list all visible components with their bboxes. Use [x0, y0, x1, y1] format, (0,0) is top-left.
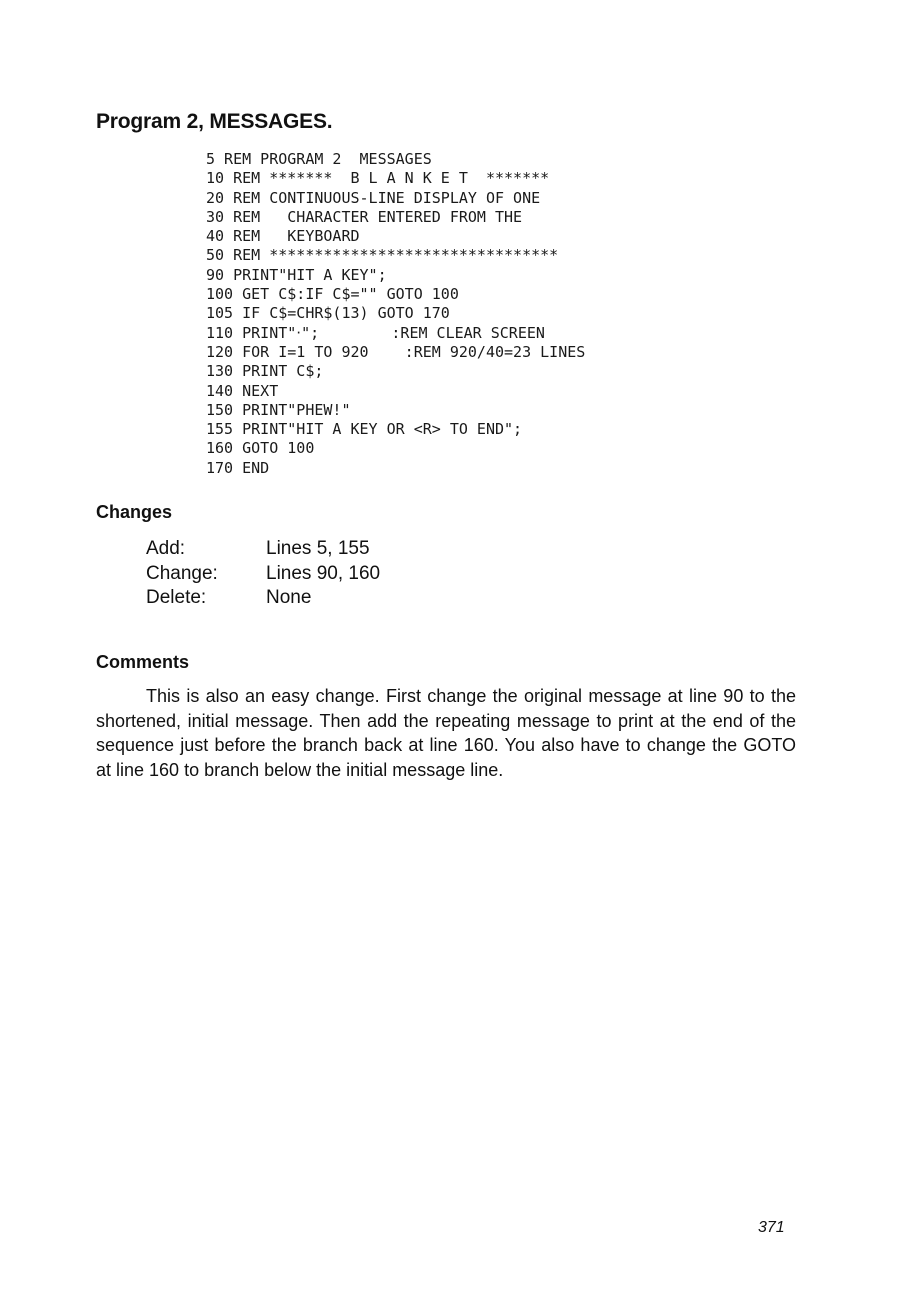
change-value: None: [266, 587, 312, 608]
comments-heading: Comments: [96, 652, 190, 672]
code-line: 90 PRINT"HIT A KEY";: [206, 265, 387, 284]
code-line: 155 PRINT"HIT A KEY OR <R> TO END";: [206, 420, 523, 439]
changes-heading: Changes: [96, 502, 173, 522]
code-line: 110 PRINT"‧"; :REM CLEAR SCREEN: [206, 323, 545, 342]
page-title: Program 2, MESSAGES.: [96, 110, 333, 133]
comments-paragraph: This is also an easy change. First change the original message at line 90 to the shortened, initial message. Then add the repeating message to print at the end of the sequence just before the branch back at line 160. You also have to change the GOTO at line 160 to branch below the initial message line.: [96, 686, 796, 780]
change-row-add: [146, 537, 380, 562]
change-label: Delete:: [146, 587, 207, 608]
code-line: 160 GOTO 100: [206, 439, 315, 458]
code-listing: [206, 150, 585, 478]
page-number: 371: [758, 1219, 785, 1236]
change-row-delete: [146, 586, 380, 611]
code-line: 140 NEXT: [206, 381, 279, 400]
code-line: 10 REM ******* B L A N K E T *******: [206, 169, 550, 188]
code-line: 120 FOR I=1 TO 920 :REM 920/40=23 LINES: [206, 342, 586, 361]
code-line: 40 REM KEYBOARD: [206, 227, 360, 246]
code-line: 150 PRINT"PHEW!": [206, 400, 351, 419]
code-line: 170 END: [206, 458, 270, 477]
change-row-change: [146, 562, 380, 587]
code-line: 5 REM PROGRAM 2 MESSAGES: [206, 150, 432, 168]
change-label: Change:: [146, 562, 218, 584]
code-line: 105 IF C$=CHR$(13) GOTO 170: [206, 304, 450, 323]
code-line: 20 REM CONTINUOUS-LINE DISPLAY OF ONE: [206, 188, 541, 207]
code-line: 100 GET C$:IF C$="" GOTO 100: [206, 285, 459, 304]
change-label: Add:: [146, 538, 186, 559]
code-line: 50 REM ********************************: [206, 246, 559, 265]
changes-table: [146, 537, 380, 611]
code-line: 130 PRINT C$;: [206, 362, 324, 381]
change-value: Lines 90, 160: [266, 562, 381, 584]
code-line: 30 REM CHARACTER ENTERED FROM THE: [206, 207, 523, 226]
change-value: Lines 5, 155: [266, 538, 370, 559]
